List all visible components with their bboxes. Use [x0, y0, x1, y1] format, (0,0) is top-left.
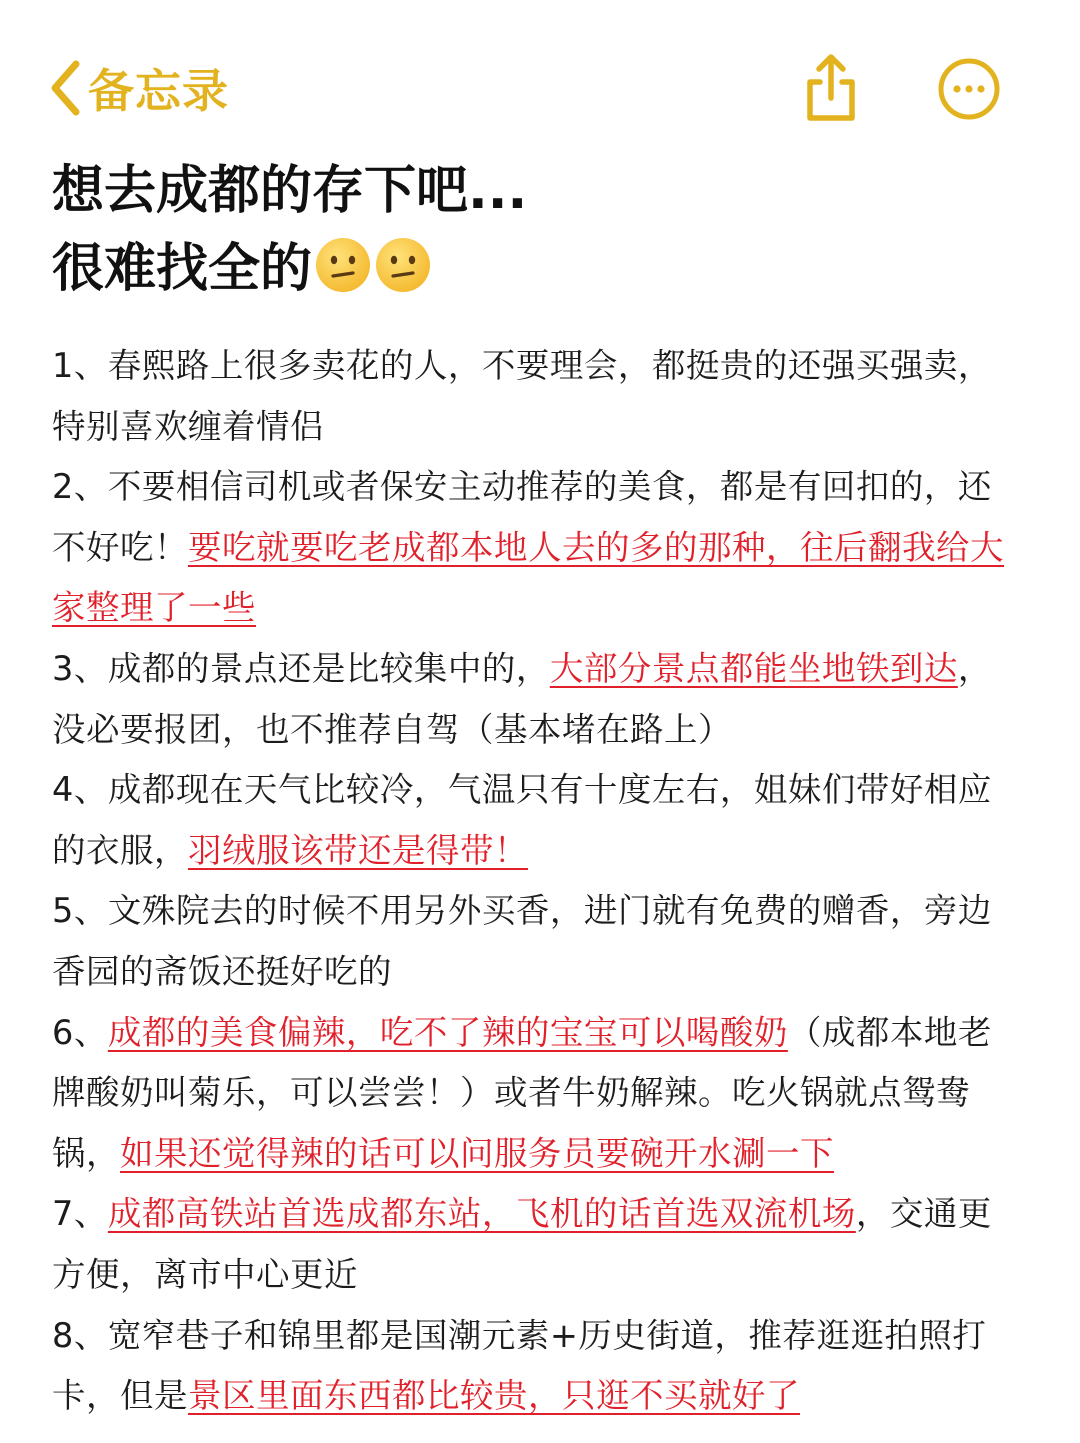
item-text: ，交通更方便，离市中心更近 [52, 1194, 992, 1294]
list-item [52, 1184, 1022, 1305]
list-item [52, 336, 1022, 457]
item-number: 7、 [52, 1194, 108, 1234]
item-text: 不要相信司机或者保安主动推荐的美食，都是有回扣的，还不好吃！ [52, 467, 992, 567]
list-item [52, 1003, 1022, 1185]
list-item [52, 1306, 1022, 1427]
back-button[interactable] [48, 52, 229, 124]
share-button[interactable] [800, 52, 862, 124]
navigation-bar [0, 0, 1080, 150]
list-item [52, 760, 1022, 881]
back-label: 备忘录 [88, 64, 229, 118]
note-title-line-1: 想去成都的存下吧... [52, 161, 528, 221]
item-number: 8、 [52, 1315, 108, 1355]
note-title [52, 152, 1032, 308]
highlighted-text: 成都高铁站首选成都东站，飞机的话首选双流机场 [107, 1194, 856, 1234]
item-text: （成都本地老牌酸奶叫菊乐，可以尝尝！）或者牛奶解辣。吃火锅就点鸳鸯锅， [52, 1012, 992, 1173]
note-title-line-2-text: 很难找全的 [52, 239, 313, 299]
item-number: 3、 [52, 648, 108, 688]
more-icon [936, 56, 1002, 122]
item-number: 1、 [52, 346, 108, 385]
note-title-line-2 [52, 230, 1032, 308]
confused-face-icon [374, 236, 432, 294]
chevron-left-icon [48, 58, 82, 118]
list-item [52, 639, 1022, 760]
highlighted-text: 成都的美食偏辣，吃不了辣的宝宝可以喝酸奶 [107, 1012, 788, 1052]
list-item [52, 457, 1022, 639]
share-icon [800, 52, 862, 124]
item-text: 成都的景点还是比较集中的， [107, 648, 550, 688]
item-text: ，没必要报团，也不推荐自驾（基本堵在路上） [52, 648, 992, 749]
item-number: 6、 [52, 1012, 108, 1052]
item-number: 4、 [52, 770, 108, 810]
item-text: 宽窄巷子和锦里都是国潮元素+历史街道，推荐逛逛拍照打卡，但是 [52, 1315, 987, 1416]
item-number: 5、 [52, 891, 108, 931]
highlighted-text: 羽绒服该带还是得带！ [188, 830, 528, 870]
item-number: 2、 [52, 467, 108, 507]
highlighted-text: 景区里面东西都比较贵，只逛不买就好了 [188, 1376, 800, 1416]
confused-face-icon [314, 236, 372, 294]
item-text: 文殊院去的时候不用另外买香，进门就有免费的赠香，旁边香园的斋饭还挺好吃的 [52, 891, 992, 991]
list-item [52, 881, 1022, 1002]
item-text: 春熙路上很多卖花的人，不要理会，都挺贵的还强买强卖，特别喜欢缠着情侣 [52, 346, 992, 446]
highlighted-text: 大部分景点都能坐地铁到达 [549, 648, 958, 688]
highlighted-text: 如果还觉得辣的话可以问服务员要碗开水涮一下 [120, 1133, 834, 1173]
note-body [52, 336, 1022, 1427]
more-button[interactable] [936, 56, 1002, 122]
item-text: 成都现在天气比较冷，气温只有十度左右，姐妹们带好相应的衣服， [52, 770, 992, 870]
highlighted-text: 要吃就要吃老成都本地人去的多的那种，往后翻我给大家整理了一些 [52, 527, 1004, 628]
